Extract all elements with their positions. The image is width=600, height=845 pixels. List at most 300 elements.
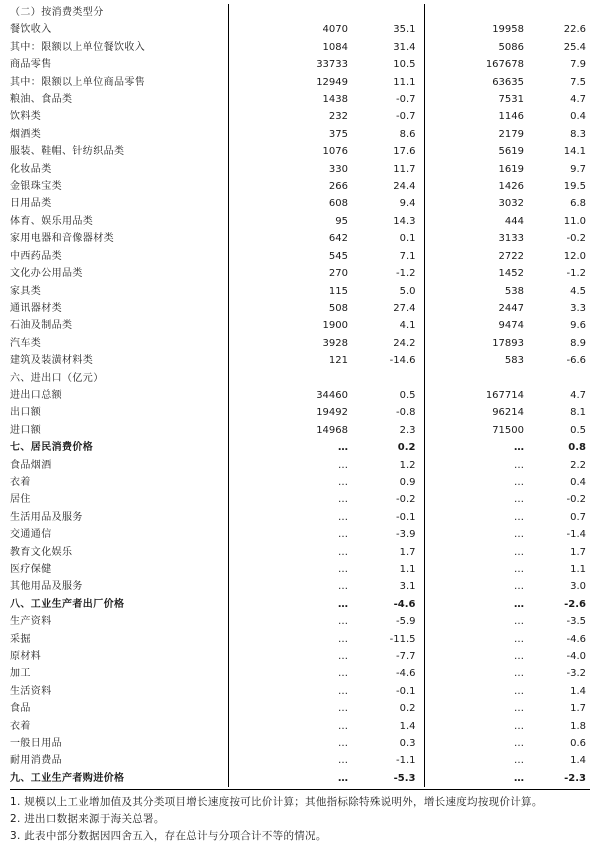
row-value-cumulative-growth: 8.3 bbox=[570, 128, 586, 140]
row-value-cumulative-absolute: 63635 bbox=[492, 76, 524, 88]
row-value-absolute: … bbox=[338, 703, 348, 715]
column-divider bbox=[228, 370, 238, 387]
row-value-growth: 1.2 bbox=[399, 459, 416, 471]
row-value-growth: 11.7 bbox=[393, 163, 416, 175]
column-divider bbox=[228, 335, 238, 352]
row-value-absolute bbox=[238, 370, 348, 387]
row-label: 居住 bbox=[10, 494, 31, 506]
table-row bbox=[10, 91, 590, 108]
row-value-cumulative-absolute bbox=[434, 370, 524, 387]
row-label: 建筑及装潢材料类 bbox=[10, 355, 94, 367]
table-row bbox=[10, 718, 590, 735]
row-value-cumulative-absolute: … bbox=[514, 738, 524, 750]
column-divider bbox=[424, 648, 434, 665]
table-row bbox=[10, 74, 590, 91]
row-value-growth: 14.3 bbox=[393, 215, 416, 227]
row-value-absolute: 1438 bbox=[322, 94, 348, 106]
row-value-growth: 1.1 bbox=[399, 564, 416, 575]
row-value-cumulative-absolute: … bbox=[514, 772, 524, 784]
row-label: 餐饮收入 bbox=[10, 24, 52, 36]
row-value-cumulative-absolute: … bbox=[514, 703, 524, 715]
row-value-absolute: 33733 bbox=[316, 59, 348, 71]
row-value-cumulative-absolute: … bbox=[514, 668, 524, 680]
column-divider bbox=[228, 631, 238, 648]
column-divider bbox=[424, 265, 434, 282]
row-label: 耐用消费品 bbox=[10, 755, 62, 767]
table-row bbox=[10, 387, 590, 404]
row-value-cumulative-absolute: 538 bbox=[504, 285, 524, 297]
row-value-cumulative-absolute: 2722 bbox=[498, 250, 524, 262]
table-row bbox=[10, 526, 590, 543]
table-row bbox=[10, 596, 590, 613]
column-divider bbox=[228, 457, 238, 474]
column-divider bbox=[228, 91, 238, 108]
row-value-cumulative-growth: -3.2 bbox=[566, 668, 586, 680]
column-divider bbox=[228, 300, 238, 317]
column-divider bbox=[424, 509, 434, 526]
table-row bbox=[10, 56, 590, 73]
note-1: 1. 规模以上工业增加值及其分类项目增长速度按可比价计算；其他指标除特殊说明外，增长速度均按现价计算。 bbox=[10, 796, 543, 809]
column-divider bbox=[424, 161, 434, 178]
row-value-cumulative-growth: 4.7 bbox=[570, 389, 586, 401]
row-label: 饮料类 bbox=[10, 111, 42, 123]
row-value-absolute: 12949 bbox=[316, 76, 348, 88]
row-value-growth: -5.9 bbox=[395, 616, 416, 628]
column-divider bbox=[228, 422, 238, 439]
table-row bbox=[10, 370, 590, 387]
row-value-growth: -1.1 bbox=[395, 755, 416, 767]
row-value-cumulative-absolute: … bbox=[514, 651, 524, 663]
row-value-cumulative-growth: 3.3 bbox=[570, 302, 586, 314]
row-value-cumulative-absolute: … bbox=[514, 442, 524, 454]
column-divider bbox=[228, 283, 238, 300]
row-value-cumulative-growth: 0.5 bbox=[570, 424, 586, 436]
row-label: 六、进出口（亿元） bbox=[10, 372, 104, 384]
table-row bbox=[10, 474, 590, 491]
column-divider bbox=[424, 596, 434, 613]
row-value-growth: 1.7 bbox=[399, 546, 416, 558]
row-value-absolute: … bbox=[338, 633, 348, 645]
table-bottom-divider bbox=[10, 789, 590, 790]
row-value-absolute: … bbox=[338, 755, 348, 767]
column-divider bbox=[424, 317, 434, 334]
row-label: 衣着 bbox=[10, 720, 31, 732]
column-divider bbox=[228, 474, 238, 491]
row-value-cumulative-growth: 19.5 bbox=[563, 181, 586, 193]
row-value-growth: 0.3 bbox=[399, 738, 416, 750]
column-divider bbox=[228, 752, 238, 769]
column-divider bbox=[228, 735, 238, 752]
row-value-cumulative-growth: 6.8 bbox=[570, 198, 586, 210]
row-value-absolute: … bbox=[338, 442, 348, 454]
row-label: 生活资料 bbox=[10, 685, 52, 697]
table-row bbox=[10, 648, 590, 665]
row-value-growth: -3.9 bbox=[395, 529, 416, 541]
row-value-growth: -0.1 bbox=[395, 685, 416, 697]
row-value-absolute: 1084 bbox=[322, 41, 348, 53]
row-value-growth: 8.6 bbox=[399, 128, 416, 140]
table-row bbox=[10, 509, 590, 526]
row-value-cumulative-absolute: … bbox=[514, 581, 524, 593]
column-divider bbox=[228, 718, 238, 735]
column-divider bbox=[228, 161, 238, 178]
row-label: 加工 bbox=[10, 668, 31, 680]
column-divider bbox=[228, 248, 238, 265]
column-divider bbox=[228, 21, 238, 38]
column-divider bbox=[228, 613, 238, 630]
row-value-cumulative-absolute: … bbox=[514, 476, 524, 488]
row-value-cumulative-growth: 22.6 bbox=[563, 24, 586, 36]
column-divider bbox=[228, 683, 238, 700]
column-divider bbox=[228, 108, 238, 125]
row-value-absolute: 34460 bbox=[316, 389, 348, 401]
column-divider bbox=[424, 126, 434, 143]
row-label: 汽车类 bbox=[10, 337, 42, 349]
row-value-growth: 17.6 bbox=[393, 146, 416, 158]
table-row bbox=[10, 143, 590, 160]
column-divider bbox=[424, 248, 434, 265]
row-value-absolute: … bbox=[338, 476, 348, 488]
row-value-growth: 9.4 bbox=[399, 198, 416, 210]
row-label: 化妆品类 bbox=[10, 163, 52, 175]
row-value-cumulative-growth: -4.6 bbox=[566, 633, 586, 645]
row-value-absolute: … bbox=[338, 651, 348, 663]
row-value-absolute: 266 bbox=[328, 181, 348, 193]
column-divider bbox=[228, 770, 238, 787]
column-divider bbox=[228, 509, 238, 526]
row-value-cumulative-absolute: … bbox=[514, 511, 524, 523]
row-value-absolute: … bbox=[338, 616, 348, 628]
row-value-growth: 7.1 bbox=[399, 250, 416, 262]
row-value-growth: -0.1 bbox=[395, 511, 416, 523]
row-value-cumulative-absolute: … bbox=[514, 755, 524, 767]
row-value-absolute: … bbox=[338, 494, 348, 506]
row-value-cumulative-absolute: 583 bbox=[504, 355, 524, 367]
row-value-cumulative-growth: 9.7 bbox=[570, 163, 586, 175]
row-value-cumulative-growth: 8.1 bbox=[570, 407, 586, 419]
row-value-growth: 27.4 bbox=[393, 302, 416, 314]
table-row bbox=[10, 665, 590, 682]
table-row bbox=[10, 700, 590, 717]
row-value-growth: 0.5 bbox=[399, 389, 416, 401]
row-value-cumulative-growth: 9.6 bbox=[570, 320, 586, 332]
row-value-cumulative-growth: 0.7 bbox=[570, 511, 586, 523]
row-label: 教育文化娱乐 bbox=[10, 546, 73, 558]
row-value-growth: -4.6 bbox=[395, 668, 416, 680]
row-value-growth: 35.1 bbox=[393, 24, 416, 36]
row-value-cumulative-absolute: 19958 bbox=[492, 24, 524, 36]
row-value-absolute: 375 bbox=[328, 128, 348, 140]
row-value-growth: 10.5 bbox=[393, 59, 416, 71]
row-label: 日用品类 bbox=[10, 198, 52, 210]
row-value-absolute bbox=[238, 4, 348, 21]
column-divider bbox=[424, 491, 434, 508]
row-value-cumulative-growth: 4.5 bbox=[570, 285, 586, 297]
column-divider bbox=[424, 735, 434, 752]
column-divider bbox=[424, 439, 434, 456]
column-divider bbox=[424, 4, 434, 21]
column-divider bbox=[424, 422, 434, 439]
row-value-growth: -4.6 bbox=[393, 598, 416, 610]
column-divider bbox=[424, 335, 434, 352]
column-divider bbox=[228, 578, 238, 595]
table-row bbox=[10, 631, 590, 648]
row-value-cumulative-growth: 1.8 bbox=[570, 720, 586, 732]
row-value-absolute: 1900 bbox=[322, 320, 348, 332]
row-value-growth: -0.7 bbox=[395, 94, 416, 106]
column-divider bbox=[228, 195, 238, 212]
column-divider bbox=[228, 39, 238, 56]
row-value-cumulative-absolute: 444 bbox=[504, 215, 524, 227]
column-divider bbox=[228, 178, 238, 195]
column-divider bbox=[424, 683, 434, 700]
column-divider bbox=[228, 56, 238, 73]
row-value-growth: 31.4 bbox=[393, 41, 416, 53]
row-value-growth: 24.2 bbox=[393, 337, 416, 349]
row-value-cumulative-growth: 12.0 bbox=[563, 250, 586, 262]
column-divider bbox=[424, 718, 434, 735]
column-divider bbox=[424, 108, 434, 125]
note-2: 2. 进出口数据来源于海关总署。 bbox=[10, 813, 165, 826]
row-value-growth: 11.1 bbox=[393, 76, 416, 88]
row-value-cumulative-absolute: 2179 bbox=[498, 128, 524, 140]
row-value-absolute: 115 bbox=[328, 285, 348, 297]
row-value-cumulative-growth: 11.0 bbox=[563, 215, 586, 227]
column-divider bbox=[424, 457, 434, 474]
row-value-cumulative-absolute: 1619 bbox=[498, 163, 524, 175]
row-value-cumulative-growth: 7.9 bbox=[570, 59, 586, 71]
column-divider bbox=[228, 596, 238, 613]
row-value-absolute: 19492 bbox=[316, 407, 348, 419]
column-divider bbox=[424, 700, 434, 717]
row-label: 一般日用品 bbox=[10, 738, 62, 750]
row-value-cumulative-absolute: … bbox=[514, 494, 524, 506]
table-row bbox=[10, 230, 590, 247]
statistics-table bbox=[10, 4, 591, 787]
row-value-cumulative-growth: 1.7 bbox=[570, 703, 586, 715]
row-value-cumulative-absolute: 5086 bbox=[498, 41, 524, 53]
row-value-absolute: 121 bbox=[328, 355, 348, 367]
row-value-cumulative-growth: -3.5 bbox=[566, 616, 586, 628]
row-label: 其中：限额以上单位餐饮收入 bbox=[10, 41, 146, 53]
row-value-cumulative-growth: 14.1 bbox=[563, 146, 586, 158]
row-value-absolute: … bbox=[338, 581, 348, 593]
row-value-growth: 5.0 bbox=[399, 285, 416, 297]
column-divider bbox=[228, 230, 238, 247]
row-value-absolute: 3928 bbox=[322, 337, 348, 349]
table-row bbox=[10, 126, 590, 143]
row-value-growth: -11.5 bbox=[389, 633, 416, 645]
column-divider bbox=[228, 265, 238, 282]
column-divider bbox=[424, 39, 434, 56]
row-value-growth: 3.1 bbox=[399, 581, 416, 593]
row-label: 医疗保健 bbox=[10, 564, 52, 575]
table-row bbox=[10, 683, 590, 700]
table-row bbox=[10, 178, 590, 195]
column-divider bbox=[228, 491, 238, 508]
row-value-absolute: … bbox=[338, 738, 348, 750]
row-value-growth: -1.2 bbox=[395, 268, 416, 280]
row-label: 生活用品及服务 bbox=[10, 511, 83, 523]
table-row bbox=[10, 317, 590, 334]
column-divider bbox=[424, 300, 434, 317]
row-value-growth: -0.8 bbox=[395, 407, 416, 419]
column-divider bbox=[424, 665, 434, 682]
table-row bbox=[10, 613, 590, 630]
table-row bbox=[10, 335, 590, 352]
row-value-absolute: 1076 bbox=[322, 146, 348, 158]
row-value-growth: 0.2 bbox=[397, 442, 416, 454]
column-divider bbox=[424, 74, 434, 91]
row-value-cumulative-absolute: 1146 bbox=[498, 111, 524, 123]
row-label: 其他用品及服务 bbox=[10, 581, 83, 593]
table-row bbox=[10, 457, 590, 474]
row-label: 家具类 bbox=[10, 285, 42, 297]
row-label: 中西药品类 bbox=[10, 250, 62, 262]
row-value-cumulative-growth: 1.7 bbox=[570, 546, 586, 558]
table-row bbox=[10, 439, 590, 456]
table-row bbox=[10, 561, 590, 578]
row-value-cumulative-absolute: … bbox=[514, 459, 524, 471]
table-body bbox=[10, 4, 590, 787]
row-value-cumulative-growth: 0.8 bbox=[568, 442, 586, 454]
column-divider bbox=[228, 387, 238, 404]
column-divider bbox=[424, 283, 434, 300]
table-row bbox=[10, 752, 590, 769]
row-value-cumulative-growth bbox=[524, 370, 590, 387]
column-divider bbox=[424, 178, 434, 195]
row-value-cumulative-growth: -2.3 bbox=[564, 772, 586, 784]
row-value-absolute: 232 bbox=[328, 111, 348, 123]
row-label: 八、工业生产者出厂价格 bbox=[10, 598, 125, 610]
row-value-growth: -0.2 bbox=[395, 494, 416, 506]
column-divider bbox=[228, 526, 238, 543]
table-row bbox=[10, 195, 590, 212]
row-label: 烟酒类 bbox=[10, 128, 42, 140]
row-label: 采掘 bbox=[10, 633, 31, 645]
row-value-cumulative-absolute: 3133 bbox=[498, 233, 524, 245]
row-value-absolute: 4070 bbox=[322, 24, 348, 36]
row-value-absolute: 330 bbox=[328, 163, 348, 175]
row-value-growth: 24.4 bbox=[393, 181, 416, 193]
row-label: 商品零售 bbox=[10, 59, 52, 71]
row-value-cumulative-growth: 1.4 bbox=[570, 685, 586, 697]
column-divider bbox=[228, 544, 238, 561]
row-value-cumulative-growth bbox=[524, 4, 590, 21]
column-divider bbox=[424, 561, 434, 578]
column-divider bbox=[228, 665, 238, 682]
row-value-growth: 0.9 bbox=[399, 476, 416, 488]
row-value-cumulative-absolute: … bbox=[514, 546, 524, 558]
row-value-cumulative-absolute: 3032 bbox=[498, 198, 524, 210]
row-label: 出口额 bbox=[10, 407, 42, 419]
row-value-cumulative-growth: -1.4 bbox=[566, 529, 586, 541]
row-value-growth bbox=[348, 4, 424, 21]
column-divider bbox=[228, 317, 238, 334]
column-divider bbox=[228, 143, 238, 160]
row-value-cumulative-absolute: … bbox=[514, 720, 524, 732]
column-divider bbox=[424, 544, 434, 561]
column-divider bbox=[424, 213, 434, 230]
row-value-absolute: … bbox=[338, 598, 348, 610]
row-value-absolute: … bbox=[338, 511, 348, 523]
row-label: 九、工业生产者购进价格 bbox=[10, 772, 125, 784]
row-value-growth: 0.1 bbox=[399, 233, 416, 245]
column-divider bbox=[228, 561, 238, 578]
column-divider bbox=[228, 352, 238, 369]
row-value-cumulative-growth: 25.4 bbox=[563, 41, 586, 53]
column-divider bbox=[424, 613, 434, 630]
column-divider bbox=[424, 387, 434, 404]
row-value-absolute: 14968 bbox=[316, 424, 348, 436]
row-value-growth bbox=[348, 370, 424, 387]
row-value-cumulative-absolute: … bbox=[514, 685, 524, 697]
table-row bbox=[10, 248, 590, 265]
row-label: 粮油、食品类 bbox=[10, 94, 73, 106]
row-value-growth: 2.3 bbox=[399, 424, 416, 436]
row-value-cumulative-growth: 0.6 bbox=[570, 738, 586, 750]
row-label: 文化办公用品类 bbox=[10, 268, 83, 280]
column-divider bbox=[424, 404, 434, 421]
row-value-cumulative-absolute: … bbox=[514, 598, 524, 610]
row-value-growth: -7.7 bbox=[395, 651, 416, 663]
table-row bbox=[10, 544, 590, 561]
row-value-cumulative-absolute: … bbox=[514, 633, 524, 645]
row-value-growth: -0.7 bbox=[395, 111, 416, 123]
row-value-absolute: … bbox=[338, 685, 348, 697]
row-value-cumulative-absolute: 5619 bbox=[498, 146, 524, 158]
row-value-cumulative-growth: 0.4 bbox=[570, 476, 586, 488]
row-value-cumulative-absolute: 2447 bbox=[498, 302, 524, 314]
table-row bbox=[10, 213, 590, 230]
row-value-absolute: 270 bbox=[328, 268, 348, 280]
row-value-absolute: 95 bbox=[335, 215, 348, 227]
row-value-cumulative-growth: -4.0 bbox=[566, 651, 586, 663]
column-divider bbox=[424, 91, 434, 108]
row-value-absolute: … bbox=[338, 564, 348, 575]
table-row bbox=[10, 404, 590, 421]
table-row bbox=[10, 770, 590, 787]
column-divider bbox=[228, 439, 238, 456]
row-label: 其中：限额以上单位商品零售 bbox=[10, 76, 146, 88]
column-divider bbox=[228, 4, 238, 21]
row-value-cumulative-absolute: 1452 bbox=[498, 268, 524, 280]
row-value-cumulative-absolute bbox=[434, 4, 524, 21]
row-value-absolute: 642 bbox=[328, 233, 348, 245]
column-divider bbox=[228, 126, 238, 143]
row-value-cumulative-absolute: 1426 bbox=[498, 181, 524, 193]
column-divider bbox=[424, 770, 434, 787]
row-value-absolute: 508 bbox=[328, 302, 348, 314]
row-value-cumulative-absolute: 71500 bbox=[492, 424, 524, 436]
column-divider bbox=[424, 21, 434, 38]
row-value-cumulative-growth: 0.4 bbox=[570, 111, 586, 123]
row-value-absolute: … bbox=[338, 459, 348, 471]
column-divider bbox=[228, 648, 238, 665]
table-row bbox=[10, 422, 590, 439]
row-label: 七、居民消费价格 bbox=[10, 442, 94, 454]
row-value-absolute: … bbox=[338, 529, 348, 541]
row-value-absolute: … bbox=[338, 668, 348, 680]
row-value-absolute: … bbox=[338, 720, 348, 732]
row-label: 家用电器和音像器材类 bbox=[10, 233, 114, 245]
row-value-cumulative-growth: -0.2 bbox=[566, 233, 586, 245]
row-value-cumulative-absolute: 167678 bbox=[485, 59, 524, 71]
row-value-growth: -5.3 bbox=[393, 772, 416, 784]
row-value-cumulative-absolute: … bbox=[514, 529, 524, 541]
column-divider bbox=[424, 230, 434, 247]
row-value-cumulative-growth: -2.6 bbox=[564, 598, 586, 610]
